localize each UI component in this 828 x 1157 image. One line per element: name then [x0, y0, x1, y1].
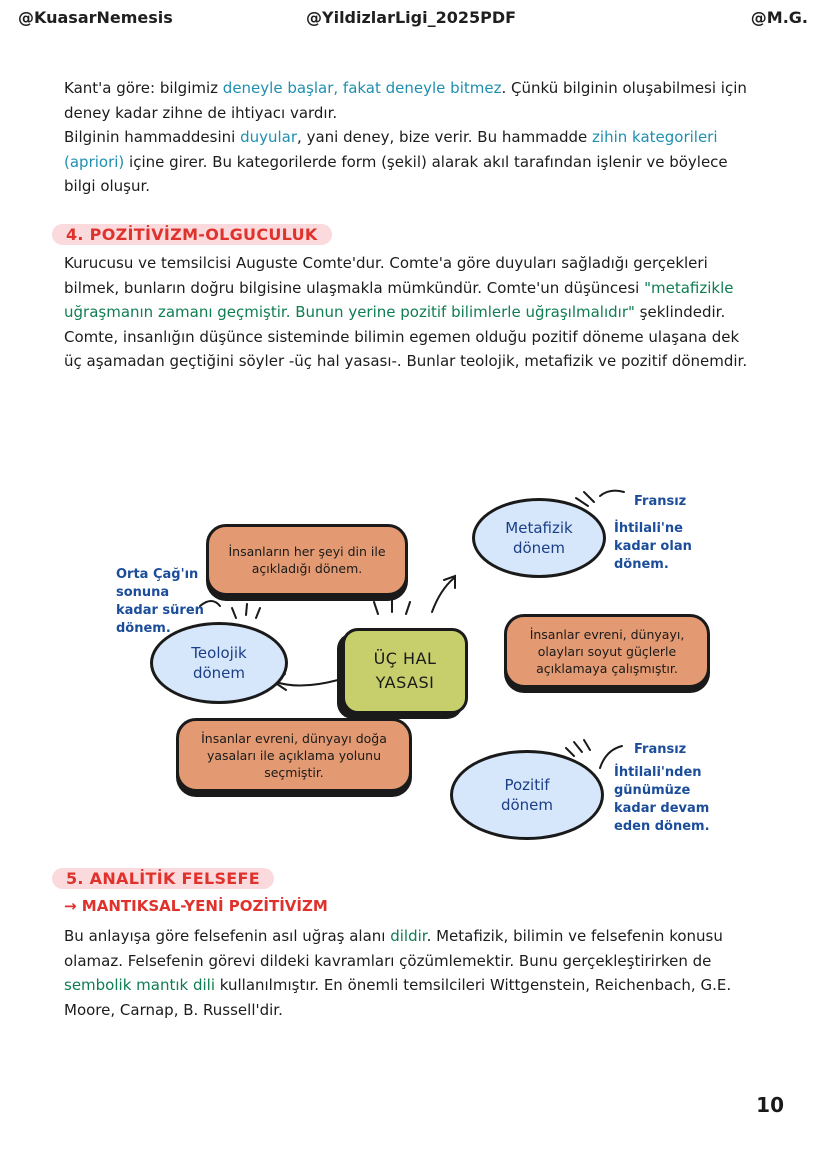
desc-teolojik	[206, 524, 408, 596]
highlight-text: duyular	[240, 128, 298, 146]
section-5-subtitle: → MANTIKSAL-YENİ POZİTİVİZM	[64, 897, 328, 915]
pozitif-label: Pozitif dönem	[500, 776, 554, 814]
text: içine girer. Bu kategorilerde form (şekil) alarak akıl tarafından işlenir ve böylece bilgi oluşur.	[64, 152, 728, 195]
teolojik-desc-text: İnsanların her şeyi din ile açıkladığı dönem.	[228, 544, 386, 576]
teolojik-note: Orta Çağ'ın sonuna kadar süren dönem.	[116, 567, 204, 636]
text: Kurucusu ve temsilcisi Auguste Comte'dur. Comte'a göre duyuları sağladığı gerçekleri bilmek, bunların doğru bilgisine ulaşmakla mümkündür. Comte'un düşüncesi	[64, 254, 708, 297]
pozitif-desc-text: İnsanlar evreni, dünyayı doğa yasaları ile açıklama yolunu seçmiştir.	[201, 730, 387, 780]
metafizik-desc-text: İnsanlar evreni, dünyayı, olayları soyut güçlerle açıklamaya çalışmıştır.	[529, 626, 685, 676]
highlight-text: dildir	[390, 927, 427, 945]
metafizik-note: İhtilali'ne kadar olan dönem.	[614, 521, 692, 572]
section-5-paragraph	[64, 924, 754, 1022]
header-handle-left: @KuasarNemesis	[18, 8, 173, 27]
highlight-text: zihin kategorileri (apriori)	[64, 128, 718, 171]
kant-line-2	[64, 125, 754, 199]
text: Bilginin hammaddesini	[64, 128, 241, 146]
metafizik-note-head: Fransız	[634, 494, 687, 509]
section-4-paragraph	[64, 251, 754, 374]
text: , yani deney, bize verir. Bu hammadde	[297, 128, 593, 146]
page-number: 10	[756, 1093, 784, 1117]
header-handle-right: @M.G.	[750, 8, 808, 27]
highlight-text: "metafizikle uğraşmanın zamanı geçmiştir. Bunun yerine pozitif bilimlerle uğraşılmalıdır"	[64, 278, 734, 321]
section-5-title: 5. ANALİTİK FELSEFE	[52, 868, 274, 889]
node-metafizik	[472, 498, 606, 578]
text: Kant'a göre: bilgimiz	[64, 79, 223, 97]
highlight-text: sembolik mantık dili	[64, 976, 215, 994]
highlight-text: deneyle başlar, fakat deneyle bitmez	[222, 79, 502, 97]
text: şeklindedir.	[634, 303, 726, 321]
section-4-line-2: Comte, insanlığın düşünce sisteminde bilimin egemen olduğu pozitif döneme ulaşana dek üç aşamadan geçtiğini söyler -üç hal yasası-. Bunlar teolojik, metafizik ve pozitif dönemdir.	[64, 327, 748, 370]
text: . Çünkü bilginin oluşabilmesi için deney kadar zihne de ihtiyacı vardır.	[64, 79, 747, 122]
kant-line-1	[64, 76, 754, 125]
desc-pozitif	[176, 718, 412, 792]
pozitif-note-head: Fransız	[634, 742, 687, 757]
kant-paragraph	[64, 76, 754, 199]
section-4-line-1	[64, 251, 754, 325]
pozitif-note: İhtilali'nden günümüze kadar devam eden dönem.	[614, 765, 710, 834]
header-handle-center: @YildizlarLigi_2025PDF	[306, 8, 517, 27]
text: . Metafizik, bilimin ve felsefenin konusu olamaz. Felsefenin görevi dildeki kavramları çözümlemektir. Bunu gerçekleştirirken de	[64, 927, 723, 970]
text: kullanılmıştır. En önemli temsilcileri Wittgenstein, Reichenbach, G.E. Moore, Carnap, B. Russell'dir.	[64, 976, 732, 1019]
center-node-uc-hal-yasasi	[342, 628, 468, 714]
section-4-title: 4. POZİTİVİZM-OLGUCULUK	[52, 224, 332, 245]
teolojik-label: Teolojik dönem	[191, 644, 247, 682]
node-pozitif	[450, 750, 604, 840]
desc-metafizik	[504, 614, 710, 688]
text: Bu anlayışa göre felsefenin asıl uğraş alanı	[64, 927, 391, 945]
center-label: ÜÇ HAL YASASI	[373, 649, 437, 692]
metafizik-label: Metafizik dönem	[505, 519, 573, 557]
